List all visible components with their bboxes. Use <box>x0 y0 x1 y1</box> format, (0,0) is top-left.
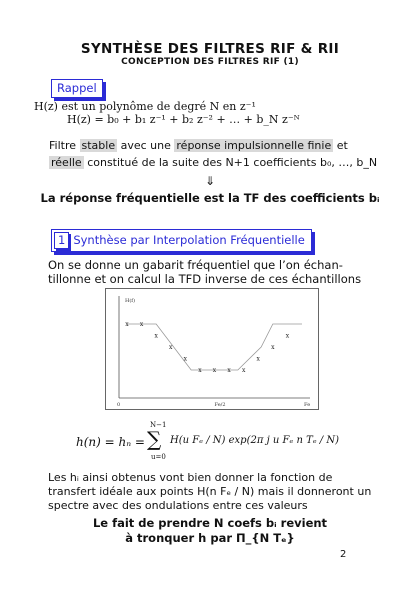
section-1-box <box>51 229 312 252</box>
x-tick-label: 0 <box>117 402 121 408</box>
sample-point: x <box>285 332 290 340</box>
sum-upper: N−1 <box>150 421 167 429</box>
idft-formula <box>76 421 356 465</box>
para2-line-3: spectre avec des ondulations entre ces valeurs <box>48 499 308 512</box>
sample-point: x <box>241 367 246 374</box>
rappel-conclusion: La réponse fréquentielle est la TF des coefficients bᵢ <box>40 191 380 205</box>
formula-lhs: h(n) = hₙ = <box>76 435 145 449</box>
sample-point: x <box>227 367 231 374</box>
rappel-line-1: H(z) est un polynôme de degré N en z⁻¹ <box>34 100 256 113</box>
word-rest: constitué de la suite des N+1 coefficients b₀, …, b_N <box>87 156 378 169</box>
word-avec-une: avec une <box>120 139 171 152</box>
highlight-stable: stable <box>81 139 116 152</box>
page-number: 2 <box>340 549 347 560</box>
sample-point: x <box>271 344 275 351</box>
rappel-formula: H(z) = b₀ + b₁ z⁻¹ + b₂ z⁻² + … + b_N z⁻ᴺ <box>67 113 300 126</box>
sum-lower: u=0 <box>151 453 166 461</box>
para2-line-2: transfert idéale aux points H(n Fₑ / N) mais il donneront un <box>48 485 372 498</box>
sample-point: x <box>125 321 129 328</box>
formula-body: H(u Fₑ / N) exp(2π j u Fₑ n Tₑ / N) <box>170 435 340 446</box>
sample-point: x <box>256 355 260 363</box>
rappel-label: Rappel <box>57 81 97 95</box>
highlight-rif: réponse impulsionnelle finie <box>176 139 332 152</box>
chart-frame <box>106 289 319 410</box>
y-axis-label: H(f) <box>125 298 136 304</box>
slide-subtitle: CONCEPTION DES FILTRES RIF (1) <box>121 57 299 67</box>
sample-point: x <box>198 367 202 374</box>
filter-sentence-line-1 <box>49 139 348 153</box>
section-1-number: 1 <box>54 232 69 249</box>
sum-symbol: ∑ <box>147 427 162 451</box>
filter-sentence-line-2 <box>49 156 377 170</box>
sample-point: x <box>154 332 158 340</box>
x-tick-label: Fe/2 <box>214 402 226 408</box>
x-tick-label: Fe <box>304 402 311 408</box>
para1-line-2: tillonne et on calcul la TFD inverse de ces échantillons <box>48 272 362 286</box>
sample-point: x <box>212 367 217 374</box>
word-et: et <box>336 139 348 152</box>
final-line-2: à tronquer h par Π_{N Tₑ} <box>125 531 295 545</box>
down-arrow: ⇓ <box>204 174 216 188</box>
sample-point: x <box>139 321 144 328</box>
rappel-box <box>51 79 103 98</box>
para2-line-1: Les hᵢ ainsi obtenus vont bien donner la fonction de <box>48 471 333 484</box>
para1-line-1: On se donne un gabarit fréquentiel que l’on échan- <box>48 258 343 272</box>
highlight-reelle: réelle <box>51 156 82 169</box>
slide-title: SYNTHÈSE DES FILTRES RIF & RII <box>80 41 340 57</box>
frequency-template-chart <box>105 288 319 410</box>
word-filtre: Filtre <box>49 139 77 152</box>
section-1-label: Synthèse par Interpolation Fréquentielle <box>73 233 305 247</box>
final-line-1: Le fait de prendre N coefs bᵢ revient <box>92 516 328 530</box>
sample-point: x <box>169 344 173 351</box>
sample-point: x <box>183 355 188 363</box>
